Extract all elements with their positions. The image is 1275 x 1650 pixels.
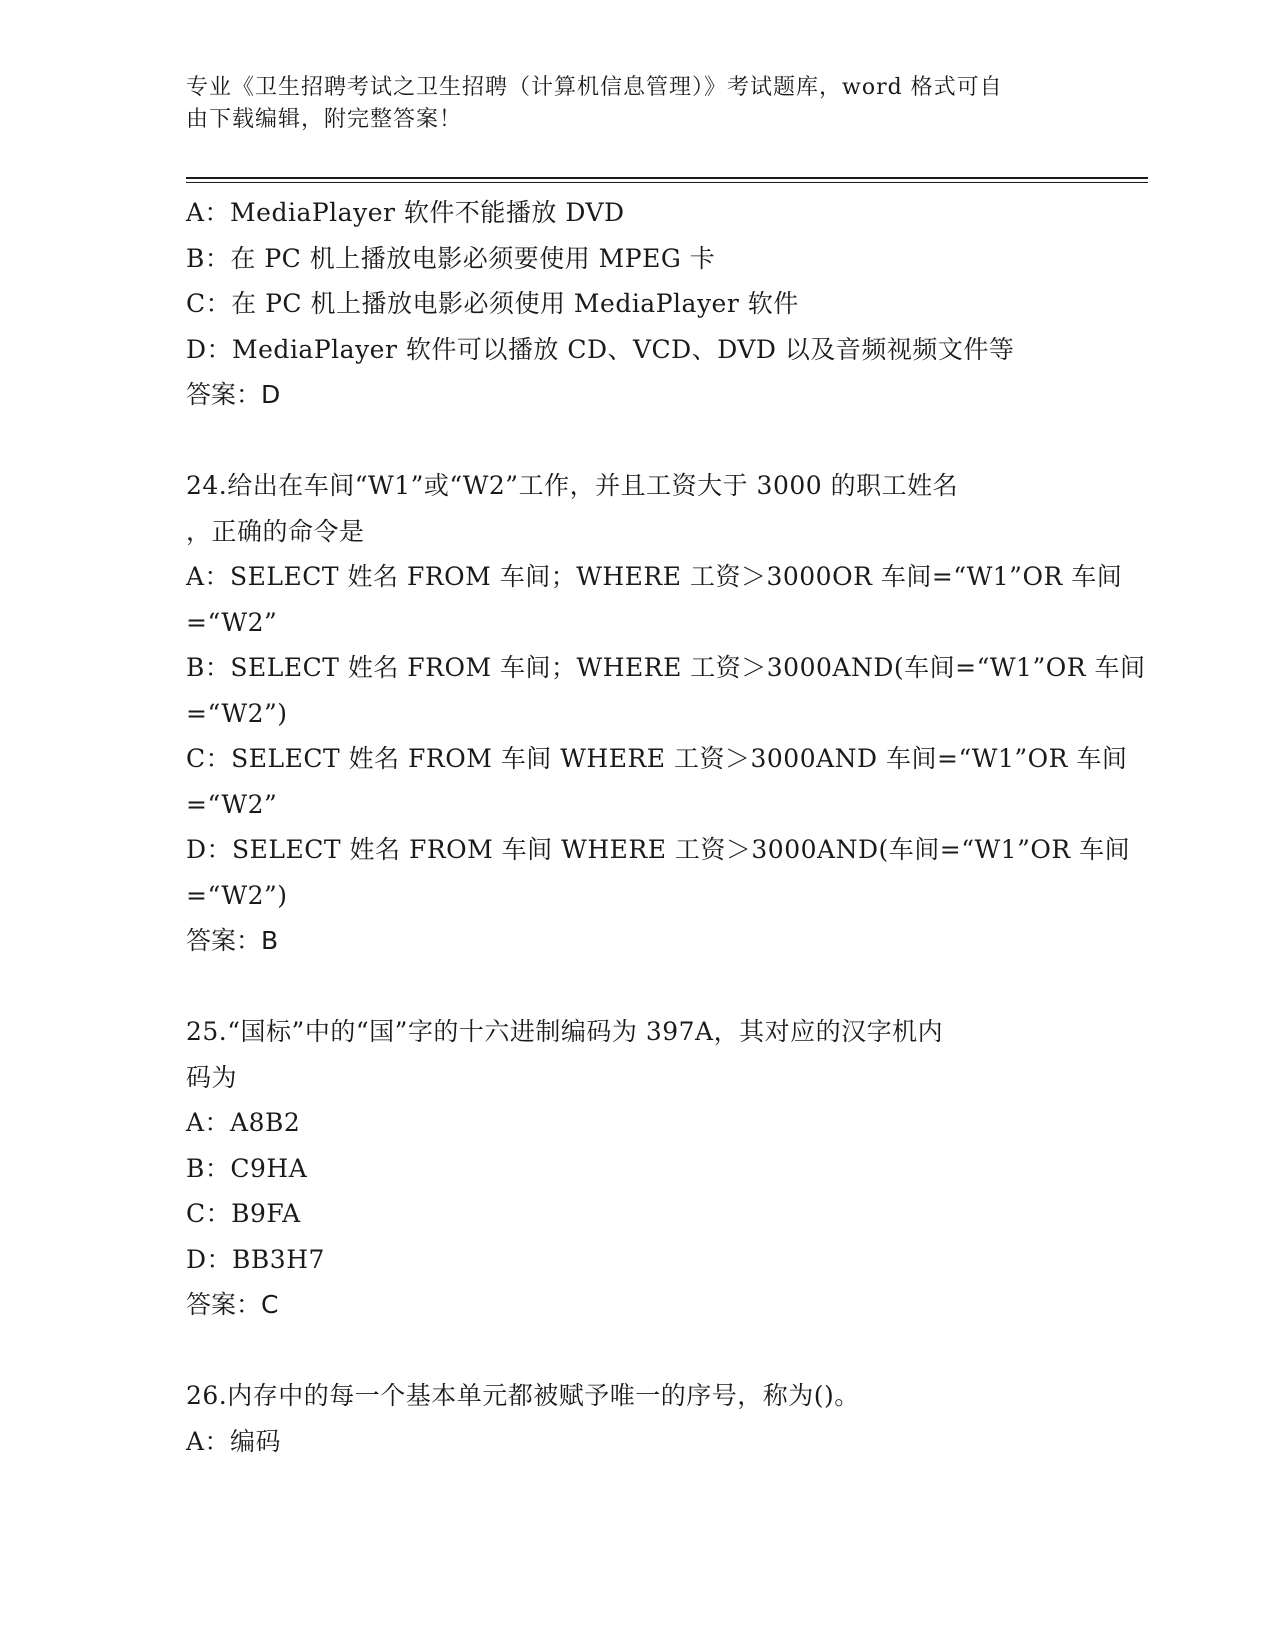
q23-option-c: C：在 PC 机上播放电影必须使用 MediaPlayer 软件	[186, 289, 799, 318]
q24-question-line-1: 24.给出在车间“W1”或“W2”工作，并且工资大于 3000 的职工姓名	[186, 471, 959, 500]
q24-option-c-line-1: C：SELECT 姓名 FROM 车间 WHERE 工资＞3000AND 车间=“W1”OR 车间	[186, 744, 1128, 773]
q23-option-d: D：MediaPlayer 软件可以播放 CD、VCD、DVD 以及音频视频文件等	[186, 334, 1015, 364]
q23-option-a: A：MediaPlayer 软件不能播放 DVD	[186, 198, 625, 227]
spacer	[186, 964, 1086, 1010]
spacer	[186, 418, 1086, 464]
question-23	[186, 190, 1086, 418]
q25-option-c: C：B9FA	[186, 1199, 301, 1228]
header-line-2: 由下载编辑，附完整答案！	[186, 107, 463, 132]
q24-option-d-line-1: D：SELECT 姓名 FROM 车间 WHERE 工资＞3000AND(车间=“W1”OR 车间	[186, 835, 1131, 864]
q24-option-d-line-2: =“W2”)	[186, 880, 288, 910]
q25-question-line-1: 25.“国标”中的“国”字的十六进制编码为 397A，其对应的汉字机内	[186, 1017, 944, 1046]
document-header	[186, 72, 1086, 136]
question-24	[186, 463, 1146, 964]
q23-answer: 答案：D	[186, 380, 281, 409]
q24-option-b-line-2: =“W2”)	[186, 698, 288, 728]
spacer	[186, 1328, 1086, 1374]
q25-option-b: B：C9HA	[186, 1153, 308, 1183]
question-25	[186, 1009, 1086, 1328]
question-content	[186, 190, 1146, 1464]
q26-option-a: A：编码	[186, 1426, 282, 1456]
q26-question: 26.内存中的每一个基本单元都被赋予唯一的序号，称为()。	[186, 1381, 860, 1410]
q24-answer: 答案：B	[186, 926, 279, 955]
q25-answer: 答案：C	[186, 1290, 279, 1319]
q24-option-a-line-1: A：SELECT 姓名 FROM 车间；WHERE 工资＞3000OR 车间=“W1”OR 车间	[186, 562, 1123, 591]
q24-option-c-line-2: =“W2”	[186, 789, 278, 819]
question-26	[186, 1373, 1086, 1464]
q24-option-a-line-2: =“W2”	[186, 607, 278, 637]
header-line-1: 专业《卫生招聘考试之卫生招聘（计算机信息管理）》考试题库，word 格式可自	[186, 75, 1003, 100]
q25-option-d: D：BB3H7	[186, 1244, 325, 1274]
q24-question-line-2: ，正确的命令是	[186, 516, 365, 546]
q24-option-b-line-1: B：SELECT 姓名 FROM 车间；WHERE 工资＞3000AND(车间=“W1”OR 车间	[186, 653, 1146, 682]
header-divider-thick	[186, 177, 1148, 179]
q25-option-a: A：A8B2	[186, 1108, 301, 1137]
q23-option-b: B：在 PC 机上播放电影必须要使用 MPEG 卡	[186, 243, 716, 273]
q25-question-line-2: 码为	[186, 1062, 238, 1092]
header-divider-thin	[186, 182, 1148, 183]
